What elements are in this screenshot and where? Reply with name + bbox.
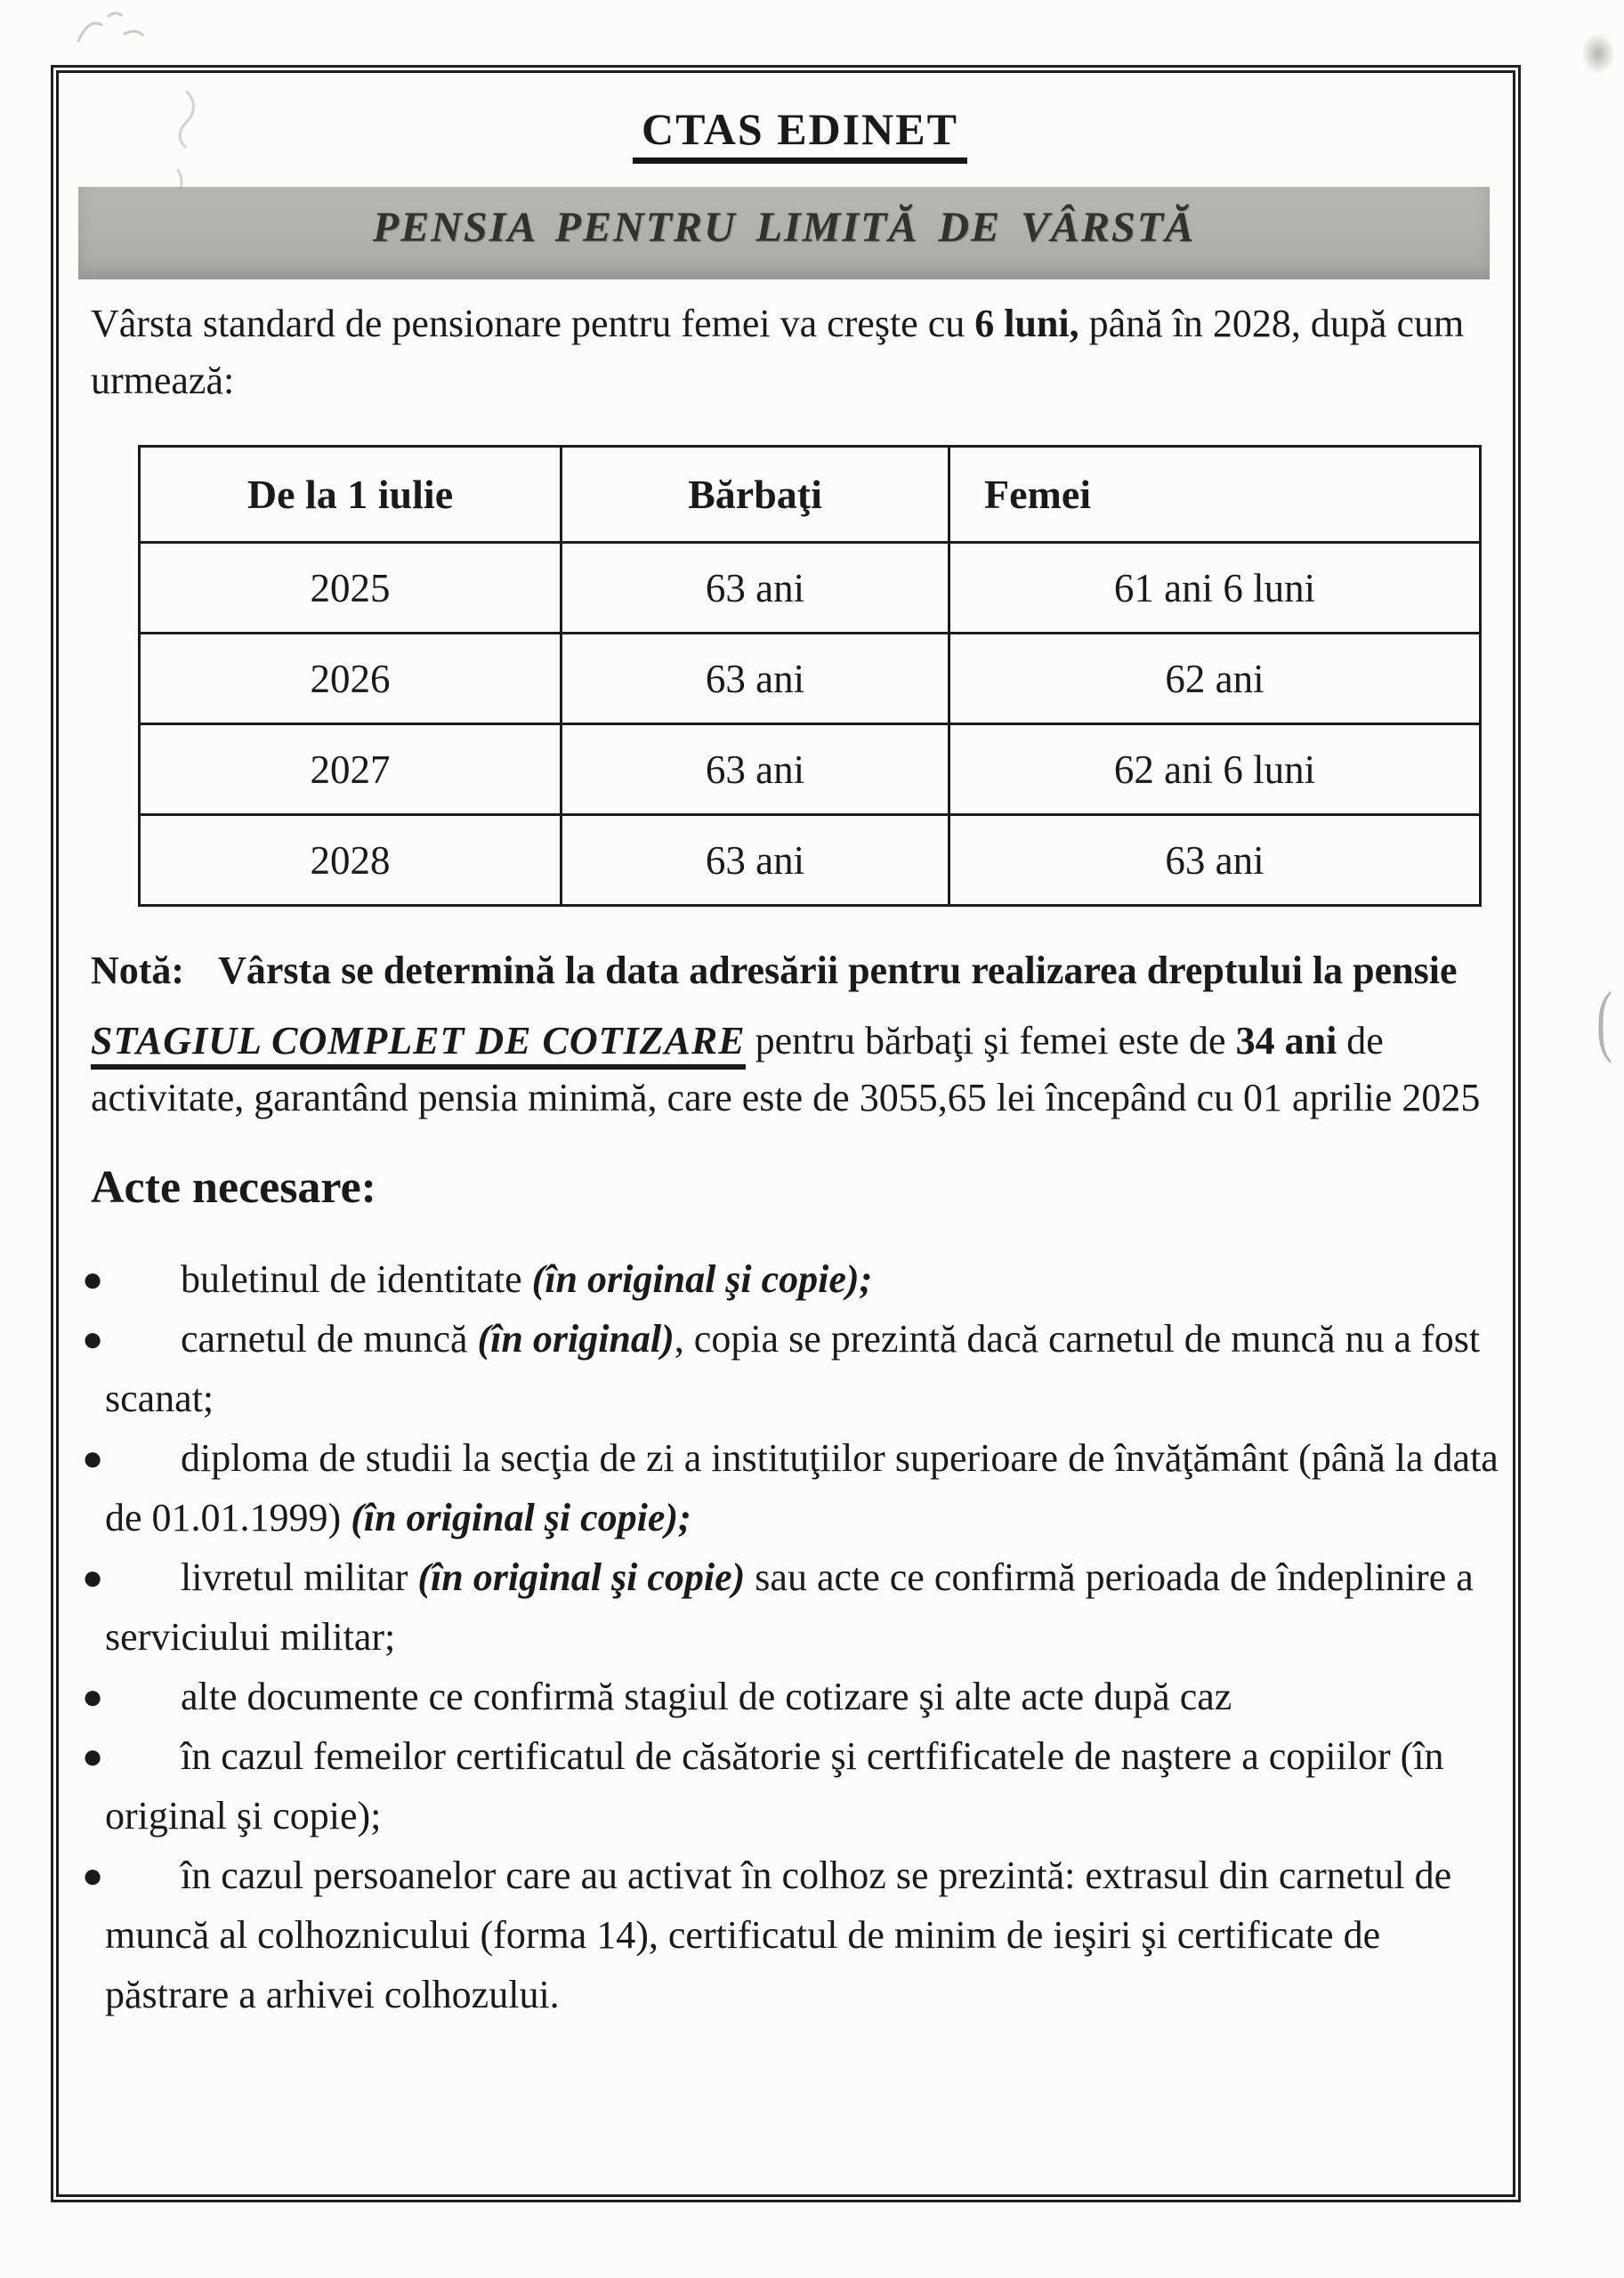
item-text-pre: carnetul de muncă bbox=[181, 1317, 478, 1361]
table-header-row bbox=[140, 447, 1481, 543]
list-item bbox=[82, 1846, 1509, 2024]
item-text-pre: în cazul femeilor certificatul de căsătorie şi certfificatele de naştere a copiilor (în original şi copie); bbox=[105, 1734, 1444, 1838]
list-item bbox=[82, 1428, 1509, 1547]
contribution-text-bold: 34 ani bbox=[1235, 1019, 1337, 1062]
item-text-emphasis: (în original) bbox=[477, 1317, 675, 1361]
table-header-cell: Bărbaţi bbox=[562, 447, 949, 543]
documents-heading: Acte necesare: bbox=[91, 1162, 376, 1213]
table-header-cell: Femei bbox=[949, 447, 1481, 543]
table-cell: 2026 bbox=[140, 634, 562, 724]
pension-age-table bbox=[138, 445, 1482, 907]
bullet-icon: ● bbox=[82, 1676, 104, 1717]
note-label: Notă: bbox=[91, 949, 185, 992]
document-border-frame bbox=[51, 65, 1521, 2202]
contribution-paragraph bbox=[91, 1013, 1509, 1127]
table-cell: 63 ani bbox=[562, 634, 949, 724]
bullet-icon: ● bbox=[82, 1319, 104, 1359]
list-item bbox=[82, 1726, 1509, 1846]
table-row bbox=[140, 543, 1481, 634]
item-text-emphasis: (în original şi copie) bbox=[417, 1555, 746, 1599]
documents-list bbox=[82, 1249, 1509, 2024]
table-cell: 61 ani 6 luni bbox=[949, 543, 1481, 634]
table-row bbox=[140, 634, 1481, 724]
table-row bbox=[140, 724, 1481, 815]
bullet-icon: ● bbox=[82, 1736, 104, 1776]
contribution-text-pre: pentru bărbaţi şi femei este de bbox=[745, 1019, 1236, 1062]
page-title-text: CTAS EDINET bbox=[633, 103, 967, 164]
item-text-pre: alte documente ce confirmă stagiul de cotizare şi alte acte după caz bbox=[181, 1675, 1232, 1718]
table-cell: 62 ani bbox=[949, 634, 1481, 724]
pencil-scribble-artifact bbox=[62, 7, 169, 52]
bullet-icon: ● bbox=[82, 1557, 104, 1597]
table-cell: 63 ani bbox=[562, 543, 949, 634]
intro-paragraph bbox=[91, 295, 1509, 409]
bullet-icon: ● bbox=[82, 1855, 104, 1895]
item-text-post: sau acte ce confirmă perioada de îndeplinire a serviciului militar; bbox=[105, 1555, 1474, 1659]
contribution-heading: STAGIUL COMPLET DE COTIZARE bbox=[91, 1019, 746, 1070]
table-row bbox=[140, 815, 1481, 906]
list-item bbox=[82, 1249, 1509, 1309]
note-text: Vârsta se determină la data adresării pentru realizarea dreptului la pensie bbox=[218, 949, 1458, 992]
page-title bbox=[91, 103, 1509, 164]
list-item bbox=[82, 1309, 1509, 1428]
item-text-pre: buletinul de identitate bbox=[181, 1257, 532, 1301]
table-cell: 62 ani 6 luni bbox=[949, 724, 1481, 815]
table-cell: 2025 bbox=[140, 543, 562, 634]
item-text-post: , copia se prezintă dacă carnetul de muncă nu a fost scanat; bbox=[105, 1317, 1481, 1420]
item-text-emphasis: (în original şi copie); bbox=[531, 1257, 873, 1301]
scan-mark-artifact: ( bbox=[1596, 976, 1612, 1064]
item-text-pre: diploma de studii la secţia de zi a instituţiilor superioare de învăţământ (până la data de 01.01.1999) bbox=[105, 1436, 1499, 1539]
bullet-icon: ● bbox=[82, 1438, 104, 1478]
item-text-emphasis: (în original şi copie); bbox=[351, 1496, 691, 1539]
table-cell: 63 ani bbox=[562, 815, 949, 906]
table-header-cell: De la 1 iulie bbox=[140, 447, 562, 543]
document-content bbox=[59, 73, 1513, 2194]
list-item bbox=[82, 1547, 1509, 1667]
intro-text-bold: 6 luni, bbox=[974, 302, 1079, 345]
intro-text-post: până în 2028, după cum urmează: bbox=[91, 302, 1465, 402]
ink-smudge-artifact bbox=[1575, 25, 1621, 82]
section-banner bbox=[78, 187, 1490, 279]
banner-title: PENSIA PENTRU LIMITĂ DE VÂRSTĂ bbox=[372, 203, 1196, 251]
contribution-text-post: de activitate, garantând pensia minimă, care este de 3055,65 lei începând cu 01 aprilie 2025 bbox=[91, 1019, 1481, 1119]
intro-text-pre: Vârsta standard de pensionare pentru femei va creşte cu bbox=[91, 302, 975, 345]
item-text-pre: livretul militar bbox=[181, 1555, 418, 1599]
table-cell: 63 ani bbox=[562, 724, 949, 815]
bullet-icon: ● bbox=[82, 1259, 104, 1299]
item-text-pre: în cazul persoanelor care au activat în colhoz se prezintă: extrasul din carnetul de muncă al colhoznicului (forma 14), certificatul de minim de ieşiri şi certificate de păstrare a arhivei colhozului. bbox=[105, 1854, 1452, 2016]
note-paragraph bbox=[91, 942, 1509, 998]
table-cell: 2027 bbox=[140, 724, 562, 815]
list-item bbox=[82, 1667, 1509, 1726]
table-cell: 63 ani bbox=[949, 815, 1481, 906]
table-cell: 2028 bbox=[140, 815, 562, 906]
